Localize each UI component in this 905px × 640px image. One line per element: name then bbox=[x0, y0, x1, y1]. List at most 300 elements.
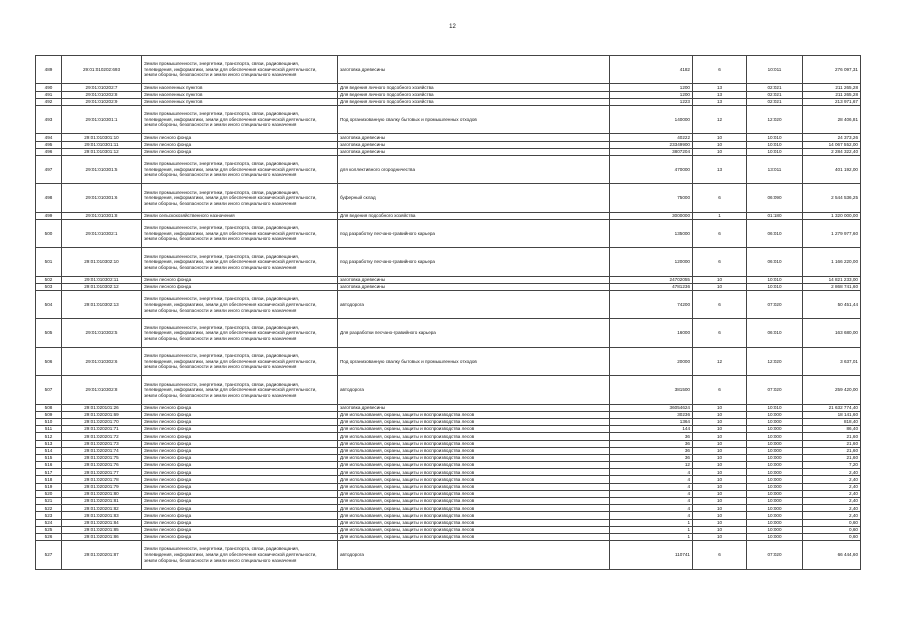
land-category: Земли лесного фонда bbox=[142, 447, 338, 454]
class-value: 6 bbox=[693, 376, 747, 404]
table-row bbox=[36, 426, 861, 433]
cadastral-number: 29:01:010302:1 bbox=[62, 219, 142, 247]
land-category: Земли лесного фонда bbox=[142, 148, 338, 155]
use-code: 13:011 bbox=[747, 155, 803, 183]
land-category-line: телевидения, информатики, земли для обеспечения космической деятельности, bbox=[144, 116, 317, 122]
land-category: Земли лесного фонда bbox=[142, 404, 338, 411]
land-category: Земли лесного фонда bbox=[142, 141, 338, 148]
use-code: 10:000 bbox=[747, 447, 803, 454]
use-code: 06:090 bbox=[747, 184, 803, 212]
area-value: 4781236 bbox=[610, 283, 693, 290]
row-number: 513 bbox=[36, 440, 62, 447]
land-category: Земли лесного фонда bbox=[142, 498, 338, 505]
permitted-use: Для использования, охраны, защиты и воспроизводства лесов bbox=[338, 505, 610, 512]
row-number: 496 bbox=[36, 148, 62, 155]
use-code: 10:010 bbox=[747, 148, 803, 155]
cadastral-number: 29:01:010302:5 bbox=[62, 319, 142, 347]
row-number: 493 bbox=[36, 105, 62, 133]
permitted-use: для коллективного огородничества bbox=[338, 155, 610, 183]
use-code: 06:010 bbox=[747, 219, 803, 247]
class-value: 6 bbox=[693, 248, 747, 276]
cadastral-value: 66 444,60 bbox=[803, 541, 861, 569]
class-value: 6 bbox=[693, 541, 747, 569]
row-number: 501 bbox=[36, 248, 62, 276]
use-code: 02:021 bbox=[747, 91, 803, 98]
use-code: 10:000 bbox=[747, 533, 803, 540]
cadastral-value: 2 544 536,25 bbox=[803, 184, 861, 212]
row-number: 494 bbox=[36, 134, 62, 141]
land-category-line: телевидения, информатики, земли для обеспечения космической деятельности, bbox=[144, 552, 317, 558]
cadastral-value: 2 868 741,60 bbox=[803, 283, 861, 290]
row-number: 489 bbox=[36, 56, 62, 84]
land-category bbox=[142, 319, 338, 347]
cadastral-value: 1 320 000,00 bbox=[803, 212, 861, 219]
land-category-line: земли обороны, безопасности и земли иного специального назначения bbox=[144, 122, 297, 128]
cadastral-value: 401 192,00 bbox=[803, 155, 861, 183]
area-value: 4 bbox=[610, 476, 693, 483]
permitted-use: заготовка древесины bbox=[338, 134, 610, 141]
table-row bbox=[36, 155, 861, 183]
permitted-use: Для использования, охраны, защиты и воспроизводства лесов bbox=[338, 469, 610, 476]
land-category-line: земли обороны, безопасности и земли иного специального назначения bbox=[144, 364, 297, 370]
class-value: 10 bbox=[693, 148, 747, 155]
permitted-use: автодорога bbox=[338, 541, 610, 569]
cadastral-number: 29:01:010301:8 bbox=[62, 212, 142, 219]
table-row bbox=[36, 347, 861, 375]
area-value: 3807204 bbox=[610, 148, 693, 155]
land-category bbox=[142, 541, 338, 569]
cadastral-number: 29:01:010301:12 bbox=[62, 148, 142, 155]
land-category: Земли лесного фонда bbox=[142, 526, 338, 533]
cadastral-value: 2,40 bbox=[803, 476, 861, 483]
cadastral-value: 2 284 322,40 bbox=[803, 148, 861, 155]
land-category: Земли лесного фонда bbox=[142, 519, 338, 526]
land-category bbox=[142, 248, 338, 276]
register-body bbox=[36, 56, 861, 570]
land-category-line: телевидения, информатики, земли для обеспечения космической деятельности, bbox=[144, 301, 317, 307]
cadastral-value: 276 097,31 bbox=[803, 56, 861, 84]
land-category: Земли лесного фонда bbox=[142, 469, 338, 476]
area-value: 4 bbox=[610, 490, 693, 497]
land-category: Земли лесного фонда bbox=[142, 411, 338, 418]
cadastral-number: 29:01:010302:8 bbox=[62, 376, 142, 404]
row-number: 502 bbox=[36, 276, 62, 283]
land-category: Земли лесного фонда bbox=[142, 134, 338, 141]
table-row bbox=[36, 219, 861, 247]
row-number: 498 bbox=[36, 184, 62, 212]
cadastral-value: 259 420,00 bbox=[803, 376, 861, 404]
area-value: 1 bbox=[610, 519, 693, 526]
land-category bbox=[142, 155, 338, 183]
row-number: 519 bbox=[36, 483, 62, 490]
cadastral-number: 29:01:010301:6 bbox=[62, 184, 142, 212]
class-value: 10 bbox=[693, 533, 747, 540]
land-category-line: Земли промышленности, энергетики, транспорта, связи, радиовещания, bbox=[144, 546, 300, 552]
cadastral-value: 211 265,28 bbox=[803, 84, 861, 91]
area-value: 120000 bbox=[610, 248, 693, 276]
cadastral-value: 14 067 552,00 bbox=[803, 141, 861, 148]
permitted-use: Для использования, охраны, защиты и воспроизводства лесов bbox=[338, 526, 610, 533]
cadastral-number: 29:01:020201:76 bbox=[62, 462, 142, 469]
area-value: 1223 bbox=[610, 98, 693, 105]
permitted-use: Для использования, охраны, защиты и воспроизводства лесов bbox=[338, 490, 610, 497]
land-register-table bbox=[35, 55, 861, 570]
class-value: 10 bbox=[693, 462, 747, 469]
area-value: 381500 bbox=[610, 376, 693, 404]
area-value: 1 bbox=[610, 526, 693, 533]
table-row bbox=[36, 490, 861, 497]
land-category: Земли лесного фонда bbox=[142, 505, 338, 512]
table-row bbox=[36, 291, 861, 319]
land-category: Земли лесного фонда bbox=[142, 276, 338, 283]
area-value: 12 bbox=[610, 462, 693, 469]
row-number: 505 bbox=[36, 319, 62, 347]
table-row bbox=[36, 512, 861, 519]
area-value: 36054624 bbox=[610, 404, 693, 411]
land-category: Земли населенных пунктов bbox=[142, 91, 338, 98]
table-row bbox=[36, 462, 861, 469]
area-value: 4 bbox=[610, 498, 693, 505]
area-value: 23349900 bbox=[610, 141, 693, 148]
land-category-line: земли обороны, безопасности и земли иного специального назначения bbox=[144, 392, 297, 398]
land-category bbox=[142, 347, 338, 375]
cadastral-value: 21 632 774,40 bbox=[803, 404, 861, 411]
use-code: 10:000 bbox=[747, 440, 803, 447]
land-category-line: Земли промышленности, энергетики, транспорта, связи, радиовещания, bbox=[144, 225, 300, 231]
use-code: 10:010 bbox=[747, 134, 803, 141]
area-value: 470000 bbox=[610, 155, 693, 183]
class-value: 10 bbox=[693, 512, 747, 519]
permitted-use: Для использования, охраны, защиты и воспроизводства лесов bbox=[338, 533, 610, 540]
table-row bbox=[36, 411, 861, 418]
use-code: 10:000 bbox=[747, 454, 803, 461]
cadastral-value: 818,40 bbox=[803, 418, 861, 425]
class-value: 10 bbox=[693, 519, 747, 526]
area-value: 36 bbox=[610, 454, 693, 461]
class-value: 6 bbox=[693, 291, 747, 319]
table-row bbox=[36, 98, 861, 105]
land-category bbox=[142, 184, 338, 212]
land-category: Земли лесного фонда bbox=[142, 533, 338, 540]
permitted-use: Для использования, охраны, защиты и воспроизводства лесов bbox=[338, 447, 610, 454]
cadastral-number: 29:01:020201:75 bbox=[62, 454, 142, 461]
table-row bbox=[36, 498, 861, 505]
cadastral-value: 0,60 bbox=[803, 533, 861, 540]
permitted-use: Для использования, охраны, защиты и воспроизводства лесов bbox=[338, 411, 610, 418]
land-category-line: земли обороны, безопасности и земли иного специального назначения bbox=[144, 335, 297, 341]
area-value: 20000 bbox=[610, 347, 693, 375]
permitted-use: заготовка древесины bbox=[338, 276, 610, 283]
area-value: 4 bbox=[610, 512, 693, 519]
land-category-line: земли обороны, безопасности и земли иного специального назначения bbox=[144, 236, 297, 242]
permitted-use: заготовка древесины bbox=[338, 283, 610, 290]
table-row bbox=[36, 433, 861, 440]
land-category-line: телевидения, информатики, земли для обеспечения космической деятельности, bbox=[144, 166, 317, 172]
cadastral-number: 29:01:010301:10 bbox=[62, 134, 142, 141]
use-code: 10:000 bbox=[747, 426, 803, 433]
use-code: 10:011 bbox=[747, 56, 803, 84]
row-number: 503 bbox=[36, 283, 62, 290]
table-row bbox=[36, 184, 861, 212]
row-number: 527 bbox=[36, 541, 62, 569]
row-number: 504 bbox=[36, 291, 62, 319]
class-value: 13 bbox=[693, 98, 747, 105]
permitted-use: автодорога bbox=[338, 376, 610, 404]
cadastral-value: 2,40 bbox=[803, 490, 861, 497]
land-category: Земли лесного фонда bbox=[142, 462, 338, 469]
land-category-line: Земли промышленности, энергетики, транспорта, связи, радиовещания, bbox=[144, 296, 300, 302]
permitted-use: Для ведения подсобного хозяйства bbox=[338, 212, 610, 219]
cadastral-number: 29:01:010301:5 bbox=[62, 155, 142, 183]
permitted-use: Для использования, охраны, защиты и воспроизводства лесов bbox=[338, 498, 610, 505]
use-code: 10:000 bbox=[747, 526, 803, 533]
area-value: 4 bbox=[610, 483, 693, 490]
permitted-use: заготовка древесины bbox=[338, 148, 610, 155]
table-row bbox=[36, 148, 861, 155]
area-value: 110741 bbox=[610, 541, 693, 569]
class-value: 10 bbox=[693, 490, 747, 497]
land-category bbox=[142, 56, 338, 84]
row-number: 515 bbox=[36, 454, 62, 461]
area-value: 4182 bbox=[610, 56, 693, 84]
cadastral-value: 2,40 bbox=[803, 512, 861, 519]
row-number: 523 bbox=[36, 512, 62, 519]
use-code: 07:020 bbox=[747, 541, 803, 569]
permitted-use: под разработку песчано-гравийного карьера bbox=[338, 248, 610, 276]
land-category-line: телевидения, информатики, земли для обеспечения космической деятельности, bbox=[144, 387, 317, 393]
cadastral-number: 29:01:020101:26 bbox=[62, 404, 142, 411]
permitted-use: Для использования, охраны, защиты и воспроизводства лесов bbox=[338, 462, 610, 469]
area-value: 140000 bbox=[610, 105, 693, 133]
row-number: 491 bbox=[36, 91, 62, 98]
permitted-use: заготовка древесины bbox=[338, 141, 610, 148]
area-value: 135000 bbox=[610, 219, 693, 247]
use-code: 01:180 bbox=[747, 212, 803, 219]
class-value: 10 bbox=[693, 476, 747, 483]
permitted-use: под разработку песчано-гравийного карьера bbox=[338, 219, 610, 247]
table-row bbox=[36, 404, 861, 411]
row-number: 514 bbox=[36, 447, 62, 454]
land-category: Земли лесного фонда bbox=[142, 483, 338, 490]
row-number: 499 bbox=[36, 212, 62, 219]
use-code: 06:010 bbox=[747, 319, 803, 347]
use-code: 10:010 bbox=[747, 283, 803, 290]
cadastral-number: 29:01:010302:10 bbox=[62, 248, 142, 276]
class-value: 6 bbox=[693, 56, 747, 84]
row-number: 520 bbox=[36, 490, 62, 497]
land-category: Земли лесного фонда bbox=[142, 283, 338, 290]
land-category-line: Земли промышленности, энергетики, транспорта, связи, радиовещания, bbox=[144, 61, 300, 67]
row-number: 506 bbox=[36, 347, 62, 375]
permitted-use: заготовка древесины bbox=[338, 404, 610, 411]
use-code: 10:000 bbox=[747, 505, 803, 512]
use-code: 10:010 bbox=[747, 141, 803, 148]
land-category: Земли населенных пунктов bbox=[142, 84, 338, 91]
cadastral-number: 29:01:020201:81 bbox=[62, 498, 142, 505]
cadastral-value: 21,60 bbox=[803, 440, 861, 447]
cadastral-value: 2,40 bbox=[803, 483, 861, 490]
table-row bbox=[36, 454, 861, 461]
land-category: Земли лесного фонда bbox=[142, 426, 338, 433]
use-code: 10:010 bbox=[747, 404, 803, 411]
class-value: 10 bbox=[693, 447, 747, 454]
permitted-use: Для использования, охраны, защиты и воспроизводства лесов bbox=[338, 440, 610, 447]
class-value: 12 bbox=[693, 105, 747, 133]
area-value: 74200 bbox=[610, 291, 693, 319]
use-code: 10:000 bbox=[747, 411, 803, 418]
use-code: 10:010 bbox=[747, 276, 803, 283]
area-value: 1200 bbox=[610, 84, 693, 91]
cadastral-number: 29:01:010202:693 bbox=[62, 56, 142, 84]
cadastral-number: 29:01:020201:72 bbox=[62, 433, 142, 440]
land-category-line: Земли промышленности, энергетики, транспорта, связи, радиовещания, bbox=[144, 111, 300, 117]
land-category-line: земли обороны, безопасности и земли иного специального назначения bbox=[144, 200, 297, 206]
cadastral-number: 29:01:020201:80 bbox=[62, 490, 142, 497]
land-category-line: Земли промышленности, энергетики, транспорта, связи, радиовещания, bbox=[144, 253, 300, 259]
land-category-line: Земли промышленности, энергетики, транспорта, связи, радиовещания, bbox=[144, 381, 300, 387]
table-row bbox=[36, 469, 861, 476]
class-value: 10 bbox=[693, 426, 747, 433]
cadastral-value: 2,40 bbox=[803, 469, 861, 476]
area-value: 4 bbox=[610, 505, 693, 512]
row-number: 518 bbox=[36, 476, 62, 483]
area-value: 144 bbox=[610, 426, 693, 433]
use-code: 10:000 bbox=[747, 498, 803, 505]
cadastral-number: 29:01:020201:70 bbox=[62, 418, 142, 425]
use-code: 02:021 bbox=[747, 98, 803, 105]
cadastral-number: 29:01:020201:74 bbox=[62, 447, 142, 454]
use-code: 10:000 bbox=[747, 512, 803, 519]
use-code: 10:000 bbox=[747, 433, 803, 440]
cadastral-value: 21,60 bbox=[803, 454, 861, 461]
cadastral-number: 29:01:020201:69 bbox=[62, 411, 142, 418]
use-code: 07:020 bbox=[747, 376, 803, 404]
cadastral-number: 29:01:020201:73 bbox=[62, 440, 142, 447]
area-value: 3000000 bbox=[610, 212, 693, 219]
row-number: 508 bbox=[36, 404, 62, 411]
cadastral-number: 29:01:010202:8 bbox=[62, 91, 142, 98]
cadastral-value: 86,40 bbox=[803, 426, 861, 433]
permitted-use: Для разработки песчано-гравийного карьера bbox=[338, 319, 610, 347]
area-value: 75000 bbox=[610, 184, 693, 212]
land-category bbox=[142, 105, 338, 133]
cadastral-number: 29:01:020201:79 bbox=[62, 483, 142, 490]
table-row bbox=[36, 533, 861, 540]
land-category-line: Земли промышленности, энергетики, транспорта, связи, радиовещания, bbox=[144, 324, 300, 330]
table-row bbox=[36, 134, 861, 141]
table-row bbox=[36, 276, 861, 283]
area-value: 24702055 bbox=[610, 276, 693, 283]
land-category: Земли лесного фонда bbox=[142, 433, 338, 440]
cadastral-value: 28 406,81 bbox=[803, 105, 861, 133]
row-number: 512 bbox=[36, 433, 62, 440]
row-number: 507 bbox=[36, 376, 62, 404]
table-row bbox=[36, 283, 861, 290]
class-value: 12 bbox=[693, 347, 747, 375]
cadastral-value: 2,40 bbox=[803, 505, 861, 512]
cadastral-number: 29:01:020201:84 bbox=[62, 519, 142, 526]
row-number: 516 bbox=[36, 462, 62, 469]
cadastral-number: 29:01:010301:11 bbox=[62, 141, 142, 148]
land-category: Земли лесного фонда bbox=[142, 490, 338, 497]
cadastral-value: 50 451,44 bbox=[803, 291, 861, 319]
permitted-use: Для использования, охраны, защиты и воспроизводства лесов bbox=[338, 519, 610, 526]
permitted-use: Для ведения личного подсобного хозяйства bbox=[338, 91, 610, 98]
class-value: 10 bbox=[693, 433, 747, 440]
permitted-use: Для использования, охраны, защиты и воспроизводства лесов bbox=[338, 454, 610, 461]
cadastral-value: 0,60 bbox=[803, 519, 861, 526]
class-value: 13 bbox=[693, 155, 747, 183]
table-row bbox=[36, 56, 861, 84]
row-number: 521 bbox=[36, 498, 62, 505]
class-value: 10 bbox=[693, 404, 747, 411]
permitted-use: буферный склад bbox=[338, 184, 610, 212]
row-number: 525 bbox=[36, 526, 62, 533]
class-value: 10 bbox=[693, 411, 747, 418]
cadastral-number: 29:01:010301:1 bbox=[62, 105, 142, 133]
class-value: 10 bbox=[693, 440, 747, 447]
permitted-use: Для использования, охраны, защиты и воспроизводства лесов bbox=[338, 426, 610, 433]
land-category bbox=[142, 219, 338, 247]
class-value: 1 bbox=[693, 212, 747, 219]
cadastral-value: 213 971,67 bbox=[803, 98, 861, 105]
permitted-use: Для ведения личного подсобного хозяйства bbox=[338, 98, 610, 105]
class-value: 13 bbox=[693, 91, 747, 98]
row-number: 495 bbox=[36, 141, 62, 148]
land-category: Земли лесного фонда bbox=[142, 454, 338, 461]
table-row bbox=[36, 483, 861, 490]
class-value: 10 bbox=[693, 505, 747, 512]
row-number: 526 bbox=[36, 533, 62, 540]
table-row bbox=[36, 141, 861, 148]
permitted-use: заготовка древесины bbox=[338, 56, 610, 84]
permitted-use: Для использования, охраны, защиты и воспроизводства лесов bbox=[338, 418, 610, 425]
row-number: 511 bbox=[36, 426, 62, 433]
class-value: 10 bbox=[693, 454, 747, 461]
area-value: 36 bbox=[610, 440, 693, 447]
land-category-line: Земли промышленности, энергетики, транспорта, связи, радиовещания, bbox=[144, 161, 300, 167]
land-category-line: земли обороны, безопасности и земли иного специального назначения bbox=[144, 557, 297, 563]
land-category bbox=[142, 376, 338, 404]
land-category-line: земли обороны, безопасности и земли иного специального назначения bbox=[144, 72, 297, 78]
cadastral-value: 21,60 bbox=[803, 433, 861, 440]
class-value: 10 bbox=[693, 498, 747, 505]
permitted-use: Для использования, охраны, защиты и воспроизводства лесов bbox=[338, 512, 610, 519]
permitted-use: Под организованную свалку бытовых и промышленных отходов bbox=[338, 105, 610, 133]
use-code: 10:000 bbox=[747, 519, 803, 526]
table-row bbox=[36, 319, 861, 347]
row-number: 492 bbox=[36, 98, 62, 105]
land-category-line: Земли промышленности, энергетики, транспорта, связи, радиовещания, bbox=[144, 353, 300, 359]
area-value: 4 bbox=[610, 469, 693, 476]
cadastral-number: 29:01:020201:78 bbox=[62, 476, 142, 483]
table-row bbox=[36, 418, 861, 425]
class-value: 10 bbox=[693, 141, 747, 148]
use-code: 10:000 bbox=[747, 462, 803, 469]
permitted-use: автодорога bbox=[338, 291, 610, 319]
area-value: 40222 bbox=[610, 134, 693, 141]
cadastral-value: 24 373,26 bbox=[803, 134, 861, 141]
area-value: 36 bbox=[610, 433, 693, 440]
land-category-line: земли обороны, безопасности и земли иного специального назначения bbox=[144, 264, 297, 270]
class-value: 6 bbox=[693, 319, 747, 347]
table-row bbox=[36, 541, 861, 569]
row-number: 500 bbox=[36, 219, 62, 247]
cadastral-number: 29:01:010302:12 bbox=[62, 283, 142, 290]
land-category: Земли лесного фонда bbox=[142, 418, 338, 425]
class-value: 6 bbox=[693, 184, 747, 212]
row-number: 509 bbox=[36, 411, 62, 418]
